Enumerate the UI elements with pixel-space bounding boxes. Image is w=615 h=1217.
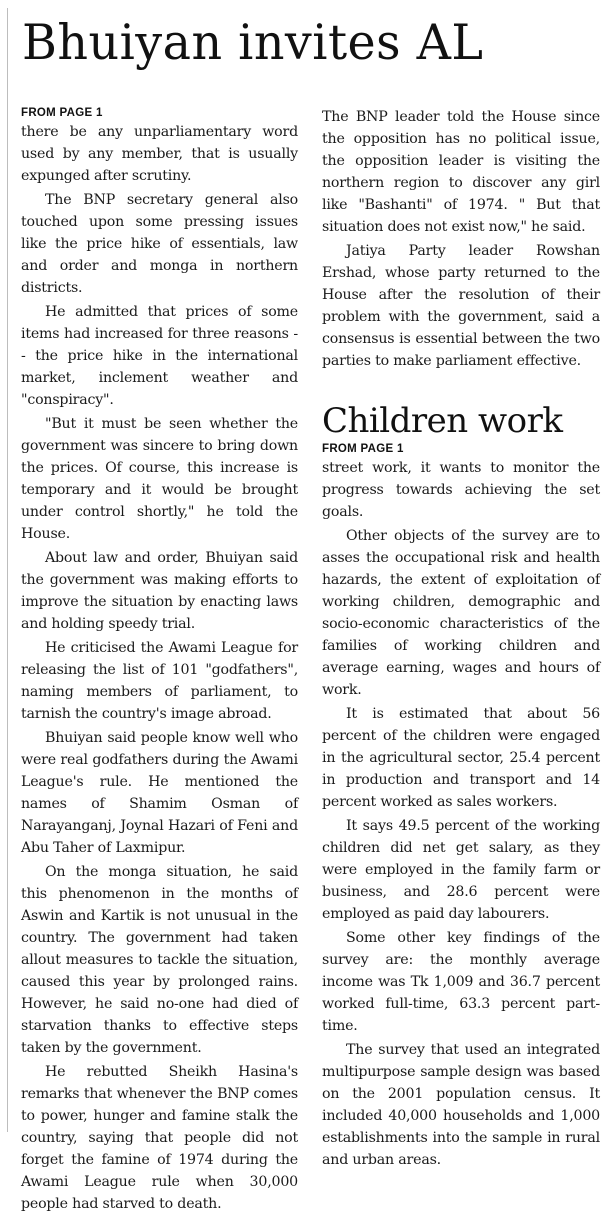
article1-paragraph: The BNP leader told the House since the opposition has no political issue, the opposition leader is visiting the northern region to discover any girl like "Bashanti" of 1974. " But that situation does not exist now," he said.: [322, 109, 600, 235]
article1-paragraph: Jatiya Party leader Rowshan Ershad, whose party returned to the House after the resolution of their problem with the government, said a consensus is essential between the two parties to make parliament effective.: [322, 243, 600, 369]
article1-from-page-label: FROM PAGE 1: [21, 107, 103, 119]
article1-paragraph: Bhuiyan said people know well who were real godfathers during the Awami League's rule. He mentioned the names of Shamim Osman of Narayanganj, Joynal Hazari of Feni and Abu Taher of Laxmipur.: [21, 730, 298, 856]
column-rule: [7, 8, 8, 1132]
headline-children-work: Children work: [322, 401, 563, 441]
article1-paragraph: "But it must be seen whether the government was sincere to bring down the prices. Of course, this increase is temporary and it would be brought under control shortly," he told the House.: [21, 416, 298, 542]
article1-paragraph: On the monga situation, he said this phenomenon in the months of Aswin and Kartik is not unusual in the country. The government had taken allout measures to tackle the situation, caused this year by prolonged rains. However, he said no-one had died of starvation thanks to effective steps taken by the government.: [21, 864, 298, 1056]
article2-from-page-label: FROM PAGE 1: [322, 443, 404, 455]
article1-paragraph: He criticised the Awami League for releasing the list of 101 "godfathers", naming members of parliament, to tarnish the country's image abroad.: [21, 640, 298, 722]
article1-column-left: [21, 106, 298, 1217]
article1-paragraph: there be any unparliamentary word used by any member, that is usually expunged after scrutiny.: [21, 124, 298, 184]
article1-paragraph: He admitted that prices of some items had increased for three reasons -- the price hike in the international market, inclement weather and "conspiracy".: [21, 304, 298, 408]
headline-bhuiyan-invites-al: Bhuiyan invites AL: [22, 14, 484, 71]
article2-paragraph: It is estimated that about 56 percent of the children were engaged in the agricultural sector, 25.4 percent in production and transport and 14 percent worked as sales workers.: [322, 706, 600, 810]
article2-paragraph: street work, it wants to monitor the progress towards achieving the set goals.: [322, 460, 600, 520]
article1-paragraph: The BNP secretary general also touched upon some pressing issues like the price hike of essentials, law and order and monga in northern districts.: [21, 192, 298, 296]
article2-paragraph: The survey that used an integrated multipurpose sample design was based on the 2001 population census. It included 40,000 households and 1,000 establishments into the sample in rural and urban areas.: [322, 1042, 600, 1168]
article1-paragraph: He rebutted Sheikh Hasina's remarks that whenever the BNP comes to power, hunger and famine stalk the country, saying that people did not forget the famine of 1974 during the Awami League rule when 30,000 people had starved to death.: [21, 1064, 298, 1212]
right-column: [322, 106, 600, 1173]
article2-paragraph: Other objects of the survey are to asses the occupational risk and health hazards, the extent of exploitation of working children, demographic and socio-economic characteristics of the families of working children and average earning, wages and hours of work.: [322, 528, 600, 698]
article2-paragraph: Some other key findings of the survey are: the monthly average income was Tk 1,009 and 36.7 percent worked full-time, 63.3 percent part-time.: [322, 930, 600, 1034]
article1-paragraph: About law and order, Bhuiyan said the government was making efforts to improve the situation by enacting laws and holding speedy trial.: [21, 550, 298, 632]
article2-paragraph: It says 49.5 percent of the working children did net get salary, as they were employed in the family farm or business, and 28.6 percent were employed as paid day labourers.: [322, 818, 600, 922]
